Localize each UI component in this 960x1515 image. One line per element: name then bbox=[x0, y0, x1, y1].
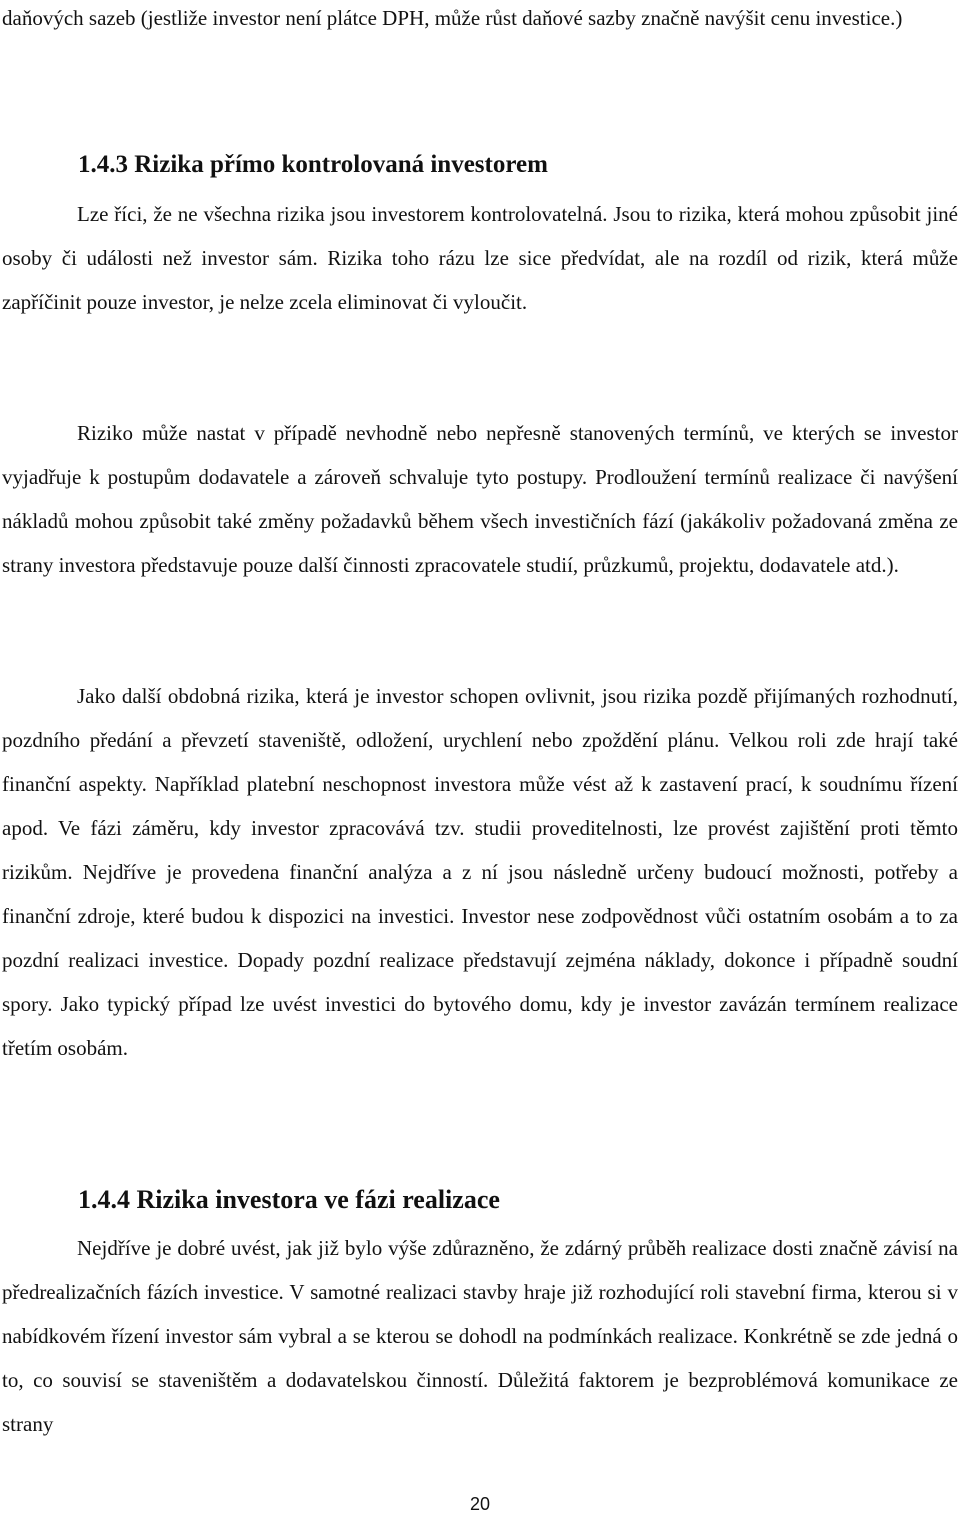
section-heading-1-4-3: 1.4.3 Rizika přímo kontrolovaná investorem bbox=[78, 151, 548, 178]
page-number: 20 bbox=[469, 1494, 491, 1514]
paragraph-top-continuation: daňových sazeb (jestliže investor není plátce DPH, může růst daňové sazby značně navýšit cenu investice.) bbox=[2, 6, 903, 30]
section-1-4-3-paragraph-2: Riziko může nastat v případě nevhodně nebo nepřesně stanovených termínů, ve kterých se investor vyjadřuje k postupům dodavatele a zároveň schvaluje tyto postupy. Prodloužení termínů realizace či navýšení nákladů mohou způsobit také změny požadavků během všech investičních fází (jakákoliv požadovaná změna ze strany investora představuje pouze další činnosti zpracovatele studií, průzkumů, projektu, dodavatele atd.). bbox=[2, 421, 958, 577]
section-1-4-3-paragraph-3: Jako další obdobná rizika, která je investor schopen ovlivnit, jsou rizika pozdě přijímaných rozhodnutí, pozdního předání a převzetí staveniště, odložení, urychlení nebo zpoždění plánu. Velkou roli zde hrají také finanční aspekty. Například platební neschopnost investora může vést až k zastavení prací, k soudnímu řízení apod. Ve fázi záměru, kdy investor zpracovává tzv. studii proveditelnosti, lze provést zajištění proti těmto rizikům. Nejdříve je provedena finanční analýza a z ní jsou následně určeny budoucí možnosti, potřeby a finanční zdroje, které budou k dispozici na investici. Investor nese zodpovědnost vůči ostatním osobám a to za pozdní realizaci investice. Dopady pozdní realizace představují zejména náklady, dokonce i případně soudní spory. Jako typický případ lze uvést investici do bytového domu, kdy je investor zavázán termínem realizace třetím osobám. bbox=[2, 684, 958, 1060]
section-heading-1-4-4: 1.4.4 Rizika investora ve fázi realizace bbox=[78, 1185, 500, 1214]
section-1-4-4-paragraph-1: Nejdříve je dobré uvést, jak již bylo výše zdůrazněno, že zdárný průběh realizace dosti značně závisí na předrealizačních fázích investice. V samotné realizaci stavby hraje již rozhodující roli stavební firma, kterou si v nabídkovém řízení investor sám vybral a se kterou se dohodl na podmínkách realizace. Konkrétně se zde jedná o to, co souvisí se staveništěm a dodavatelskou činností. Důležitá faktorem je bezproblémová komunikace ze strany bbox=[2, 1236, 958, 1436]
section-1-4-3-paragraph-1: Lze říci, že ne všechna rizika jsou investorem kontrolovatelná. Jsou to rizika, která mohou způsobit jiné osoby či události než investor sám. Rizika toho rázu lze sice předvídat, ale na rozdíl od rizik, která může zapříčinit pouze investor, je nelze zcela eliminovat či vyloučit. bbox=[2, 202, 958, 314]
